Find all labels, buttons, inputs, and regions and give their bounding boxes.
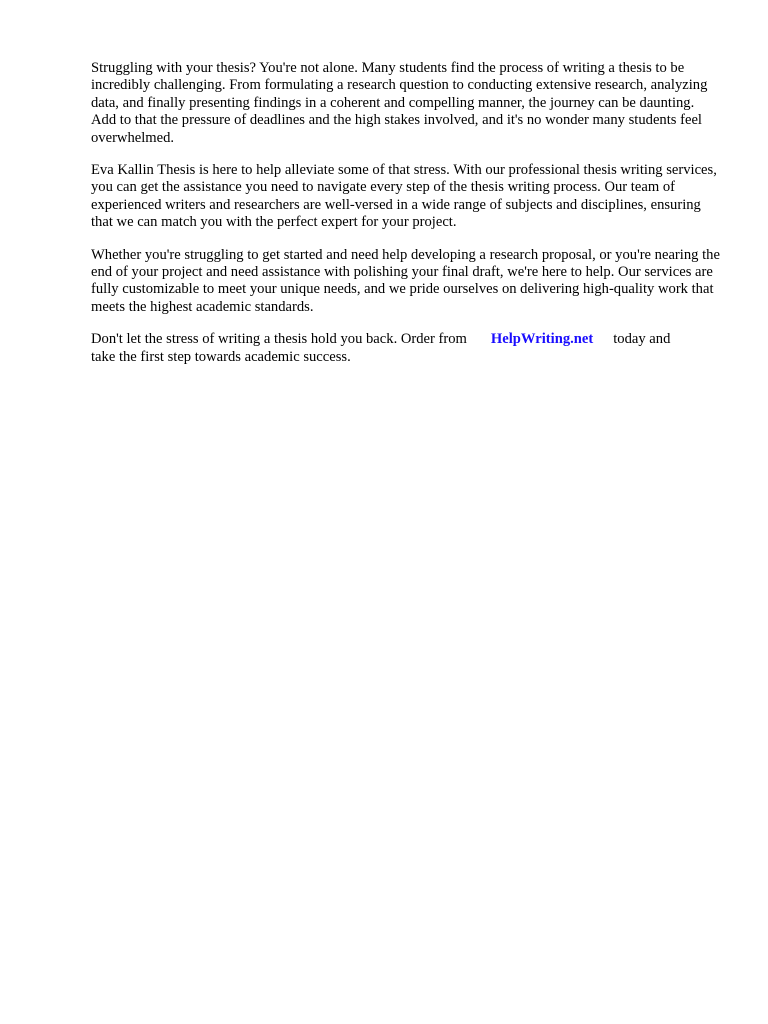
- document-page: [91, 60, 721, 381]
- helpwriting-link[interactable]: HelpWriting.net: [490, 331, 594, 348]
- closing-text-before-link: Don't let the stress of writing a thesis hold you back. Order from: [91, 331, 467, 348]
- closing-text-after-link: today and: [613, 331, 671, 348]
- paragraph-services: Eva Kallin Thesis is here to help alleviate some of that stress. With our professional thesis writing services, you can get the assistance you need to navigate every step of the thesis writing process. Our team of experienced writers and researchers are well-versed in a wide range of subjects and disciplines, ensuring that we can match you with the perfect expert for your project.: [91, 162, 717, 231]
- paragraph-closing: [91, 331, 721, 366]
- closing-text-final-line: take the first step towards academic success.: [91, 348, 351, 365]
- paragraph-intro: Struggling with your thesis? You're not alone. Many students find the process of writing a thesis to be incredibly challenging. From formulating a research question to conducting extensive research, analyzing data, and finally presenting findings in a coherent and compelling manner, the journey can be daunting. Add to that the pressure of deadlines and the high stakes involved, and it's no wonder many students feel overwhelmed.: [91, 60, 708, 146]
- paragraph-support: Whether you're struggling to get started and need help developing a research proposal, or you're nearing the end of your project and need assistance with polishing your final draft, we're here to help. Our services are fully customizable to meet your unique needs, and we pride ourselves on delivering high-quality work that meets the highest academic standards.: [91, 246, 720, 315]
